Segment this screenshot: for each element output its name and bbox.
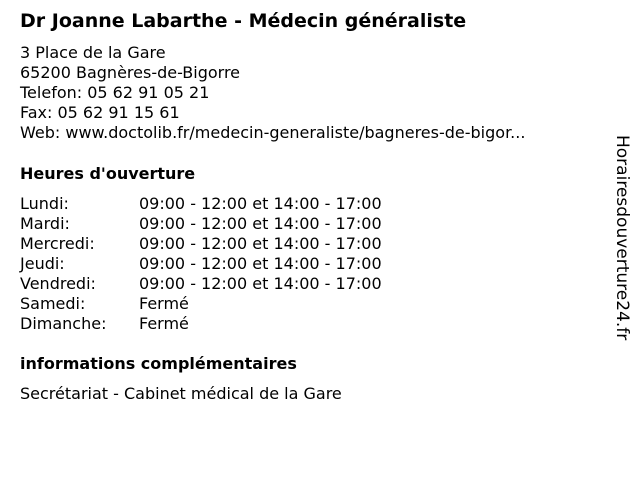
time-value: 09:00 - 12:00 et 14:00 - 17:00 (139, 214, 382, 233)
hours-row-saturday (20, 294, 440, 314)
opening-hours-table (20, 194, 440, 334)
site-watermark: Horairesdouverture24.fr (612, 135, 632, 341)
hours-row-wednesday (20, 234, 440, 254)
time-value: 09:00 - 12:00 et 14:00 - 17:00 (139, 234, 382, 253)
hours-row-monday (20, 194, 440, 214)
hours-row-thursday (20, 254, 440, 274)
time-value: Fermé (139, 314, 189, 333)
day-label: Jeudi: (20, 254, 65, 273)
day-label: Samedi: (20, 294, 86, 313)
time-value: Fermé (139, 294, 189, 313)
day-label: Vendredi: (20, 274, 96, 293)
info-heading: informations complémentaires (20, 354, 297, 373)
fax-line: Fax: 05 62 91 15 61 (20, 103, 180, 122)
hours-heading: Heures d'ouverture (20, 164, 196, 183)
phone-line: Telefon: 05 62 91 05 21 (20, 83, 210, 102)
hours-row-tuesday (20, 214, 440, 234)
time-value: 09:00 - 12:00 et 14:00 - 17:00 (139, 194, 382, 213)
day-label: Dimanche: (20, 314, 107, 333)
hours-row-friday (20, 274, 440, 294)
address-block (20, 43, 525, 143)
address-street: 3 Place de la Gare (20, 43, 166, 62)
page-title: Dr Joanne Labarthe - Médecin généraliste (20, 10, 467, 32)
time-value: 09:00 - 12:00 et 14:00 - 17:00 (139, 274, 382, 293)
info-text: Secrétariat - Cabinet médical de la Gare (20, 384, 342, 403)
time-value: 09:00 - 12:00 et 14:00 - 17:00 (139, 254, 382, 273)
day-label: Lundi: (20, 194, 69, 213)
day-label: Mercredi: (20, 234, 95, 253)
day-label: Mardi: (20, 214, 70, 233)
address-city: 65200 Bagnères-de-Bigorre (20, 63, 241, 82)
hours-row-sunday (20, 314, 440, 334)
website-line: Web: www.doctolib.fr/medecin-generaliste/bagneres-de-bigor... (20, 123, 526, 142)
